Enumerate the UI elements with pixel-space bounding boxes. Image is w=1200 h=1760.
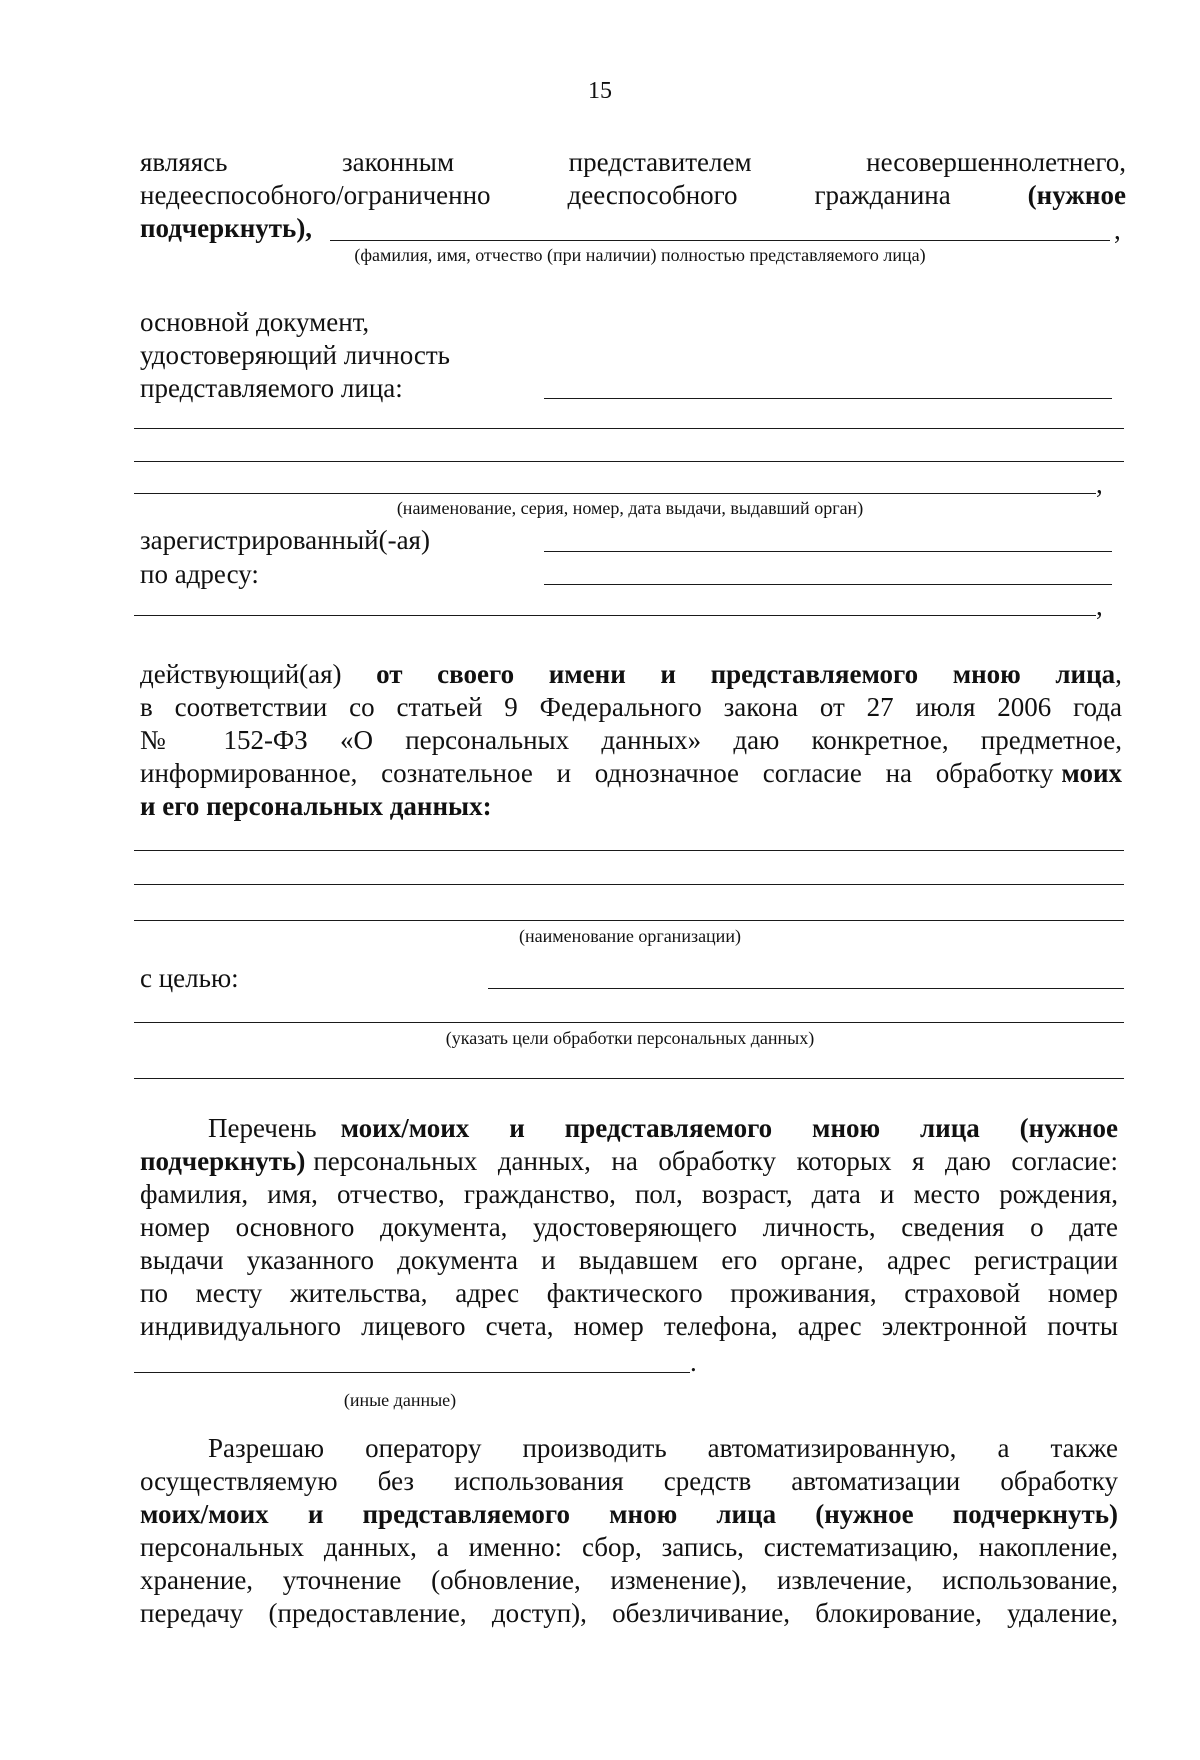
- permit-line-4: персональных данных, а именно: сбор, запись, систематизацию, накопление,: [140, 1532, 1118, 1562]
- org-fill-line[interactable]: [134, 884, 1124, 885]
- intro-word: являясь: [140, 147, 228, 177]
- consent-line-3: № 152-ФЗ «О персональных данных» даю конкретное, предметное,: [140, 725, 1122, 755]
- list-text-bold: подчеркнуть): [140, 1146, 306, 1176]
- list-line-2: [140, 1145, 1118, 1178]
- list-line-5: выдачи указанного документа и выдавшем его органе, адрес регистрации: [140, 1245, 1118, 1275]
- intro-word: недееспособного/ограниченно: [140, 180, 491, 210]
- doc-line-comma: ,: [1096, 469, 1103, 499]
- permit-line-2: осуществляемую без использования средств автоматизации обработку: [140, 1466, 1118, 1496]
- intro-line-2: [140, 179, 1126, 212]
- doc-fill-line[interactable]: [134, 428, 1124, 429]
- intro-line-1: [140, 146, 1126, 179]
- org-fill-line[interactable]: [134, 920, 1124, 921]
- page-number: 15: [588, 78, 612, 104]
- list-line-1: [208, 1112, 1118, 1145]
- consent-word-bold: мною: [952, 659, 1021, 689]
- doc-caption: (наименование, серия, номер, дата выдачи, выдавший орган): [396, 498, 864, 518]
- other-data-period: .: [690, 1347, 697, 1377]
- address-label-line: зарегистрированный(-ая): [140, 525, 430, 555]
- consent-line-5: и его персональных данных:: [140, 791, 492, 821]
- consent-word-bold: и: [660, 659, 676, 689]
- permit-line-6: передачу (предоставление, доступ), обезличивание, блокирование, удаление,: [140, 1598, 1118, 1628]
- consent-word-bold: лица: [1055, 659, 1116, 689]
- list-line-6: по месту жительства, адрес фактического проживания, страховой номер: [140, 1278, 1118, 1308]
- intro-word: гражданина: [814, 180, 951, 210]
- consent-word-bold: имени: [548, 659, 626, 689]
- fio-caption: (фамилия, имя, отчество (при наличии) полностью представляемого лица): [354, 245, 926, 265]
- address-fill-line[interactable]: [134, 615, 1096, 616]
- consent-word-bold: своего: [437, 659, 515, 689]
- consent-word-bold: представляемого: [710, 659, 919, 689]
- address-line-comma: ,: [1096, 591, 1103, 621]
- purpose-label: с целью:: [140, 963, 239, 993]
- intro-word: несовершеннолетнего,: [866, 147, 1126, 177]
- doc-label-line: представляемого лица:: [140, 373, 403, 403]
- doc-fill-line[interactable]: [134, 493, 1096, 494]
- purpose-fill-line[interactable]: [134, 1022, 1124, 1023]
- address-fill-line[interactable]: [544, 551, 1112, 552]
- permit-line-3: моих/моих и представляемого мною лица (нужное подчеркнуть): [140, 1499, 1118, 1529]
- consent-line-2: в соответствии со статьей 9 Федерального закона от 27 июля 2006 года: [140, 692, 1122, 722]
- consent-word-bold: моих: [1061, 758, 1122, 788]
- intro-word-bold: (нужное: [1027, 180, 1126, 210]
- org-caption: (наименование организации): [519, 926, 741, 946]
- other-data-caption: (иные данные): [343, 1390, 457, 1410]
- doc-label-line: удостоверяющий личность: [140, 340, 450, 370]
- purpose-fill-line[interactable]: [488, 988, 1124, 989]
- list-line-4: номер основного документа, удостоверяющего личность, сведения о дате: [140, 1212, 1118, 1242]
- intro-word: представителем: [568, 147, 752, 177]
- address-fill-line[interactable]: [544, 584, 1112, 585]
- permit-line-1: Разрешаю оператору производить автоматизированную, а также: [208, 1433, 1118, 1463]
- intro-word: законным: [342, 147, 455, 177]
- list-text: Перечень: [208, 1113, 317, 1143]
- consent-line-4: [140, 757, 1122, 790]
- fio-fill-line[interactable]: [330, 240, 1110, 241]
- other-data-fill-line[interactable]: [134, 1372, 690, 1373]
- doc-label-line: основной документ,: [140, 307, 370, 337]
- list-text-bold: моих/моих и представляемого мною лица (нужное: [340, 1113, 1118, 1143]
- purpose-fill-line[interactable]: [134, 1078, 1124, 1079]
- consent-word-bold: от: [376, 659, 403, 689]
- list-line-3: фамилия, имя, отчество, гражданство, пол, возраст, дата и место рождения,: [140, 1179, 1118, 1209]
- intro-word: дееспособного: [567, 180, 738, 210]
- list-text: персональных данных, на обработку которых я даю согласие:: [313, 1146, 1118, 1176]
- consent-text: информированное, сознательное и однозначное согласие на обработку: [140, 758, 1054, 788]
- org-fill-line[interactable]: [134, 850, 1124, 851]
- intro-line-3: подчеркнуть),: [140, 213, 313, 243]
- fio-line-comma: ,: [1114, 215, 1121, 245]
- doc-fill-line[interactable]: [134, 461, 1124, 462]
- doc-fill-line[interactable]: [544, 398, 1112, 399]
- consent-comma: ,: [1115, 659, 1122, 689]
- address-label-line: по адресу:: [140, 559, 259, 589]
- purpose-caption: (указать цели обработки персональных данных): [445, 1028, 815, 1048]
- list-line-7: индивидуального лицевого счета, номер телефона, адрес электронной почты: [140, 1311, 1118, 1341]
- permit-line-5: хранение, уточнение (обновление, изменение), извлечение, использование,: [140, 1565, 1118, 1595]
- consent-word: действующий(ая): [140, 659, 342, 689]
- consent-line-1: [140, 658, 1122, 691]
